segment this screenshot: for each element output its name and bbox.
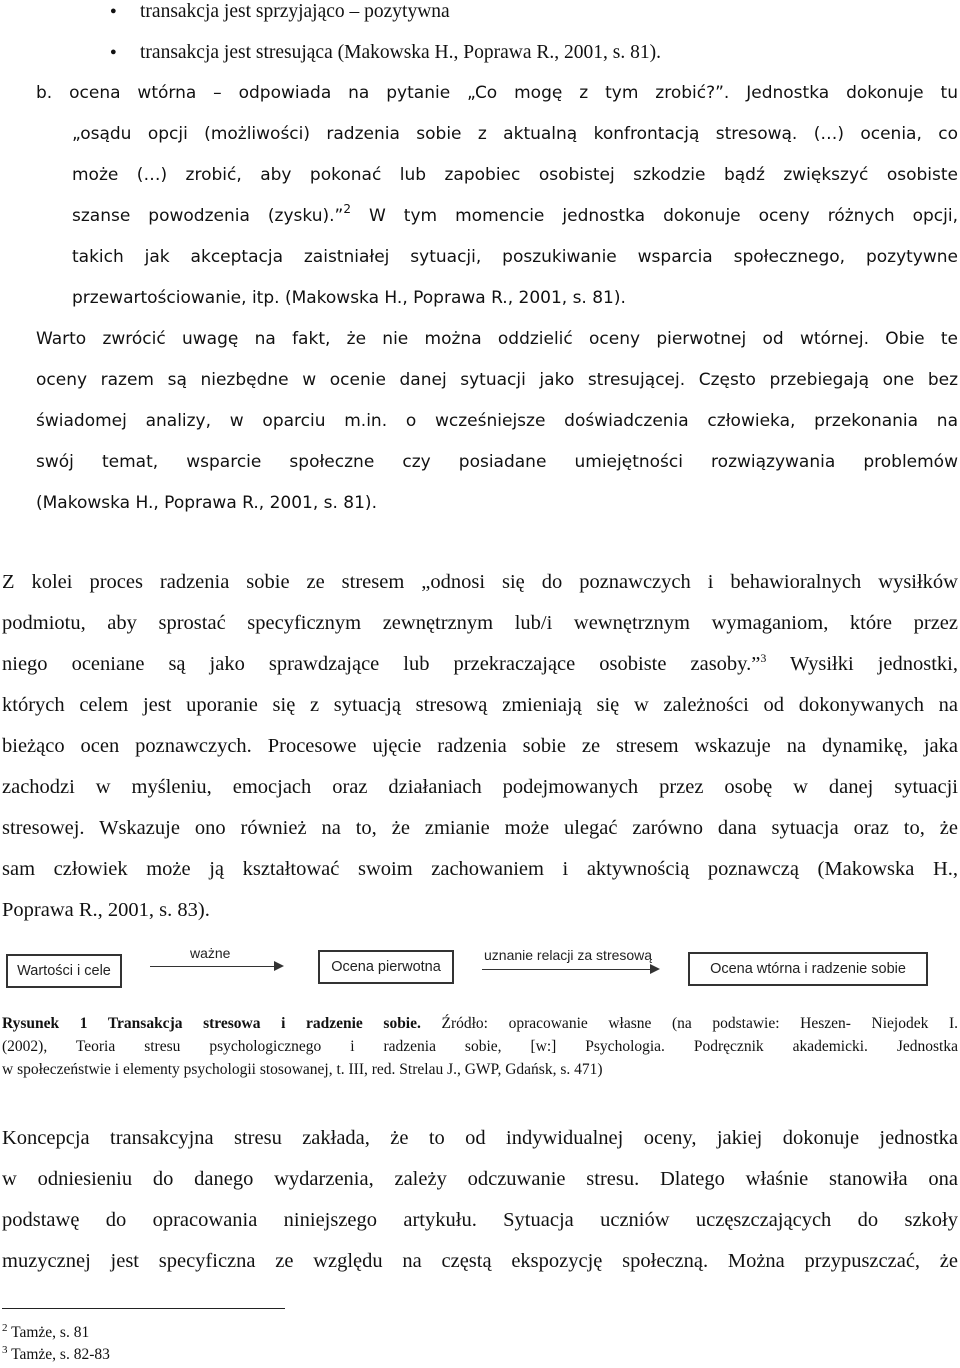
footnote-ref: 2 xyxy=(343,202,351,216)
bullet-item: ● transakcja jest sprzyjająco – pozytywna xyxy=(140,0,450,24)
section-b-line: przewartościowanie, itp. (Makowska H., Poprawa R., 2001, s. 81). xyxy=(72,288,626,308)
transaction-diagram xyxy=(0,938,960,998)
section-b-line xyxy=(72,204,958,228)
figure-caption xyxy=(2,1014,958,1034)
footnote-number: 3 xyxy=(2,1344,8,1356)
paragraph-line: świadomej analizy, w oparciu m.in. o wcześniejsze doświadczenia człowieka, przekonania na xyxy=(36,411,958,431)
diagram-arrow-label: ważne xyxy=(190,945,231,961)
paragraph-line: oceny razem są niezbędne w ocenie danej sytuacji jako stresującej. Często przebiegają one bez xyxy=(36,370,958,390)
paragraph-line: Warto zwrócić uwagę na fakt, że nie można oddzielić oceny pierwotnej od wtórnej. Obie te xyxy=(36,329,958,349)
diagram-box-primary: Ocena pierwotna xyxy=(318,950,454,984)
paragraph-line: (Makowska H., Poprawa R., 2001, s. 81). xyxy=(36,493,377,513)
paragraph-line: sam człowiek może ją kształtować swoim zachowaniem i aktywnością poznawczą (Makowska H., xyxy=(2,858,958,880)
paragraph-line: Z kolei proces radzenia sobie ze stresem „odnosi się do poznawczych i behawioralnych wysiłków xyxy=(2,571,958,593)
paragraph-text: niego oceniane są jako sprawdzające lub przekraczające osobiste zasoby.” xyxy=(2,653,761,675)
paragraph-line: swój temat, wsparcie społeczne czy posiadane umiejętności rozwiązywania problemów xyxy=(36,452,958,472)
section-b-line: takich jak akceptacja zaistniałej sytuacji, poszukiwanie wsparcia społecznego, pozytywne xyxy=(72,247,958,267)
paragraph-line: których celem jest uporanie się z sytuacją stresową zmieniają się w zależności od dokonywanych na xyxy=(2,694,958,716)
paragraph-line xyxy=(2,652,958,676)
footnote-text: Tamże, s. 81 xyxy=(7,1324,90,1341)
footnote-text: Tamże, s. 82-83 xyxy=(7,1346,110,1363)
section-b-line: „osądu opcji (możliwości) radzenia sobie z aktualną konfrontacją stresową. (…) ocenia, co xyxy=(72,124,958,144)
paragraph-line: stresowej. Wskazuje ono również na to, że zmianie może ulegać zarówno dana sytuacja oraz to, że xyxy=(2,817,958,839)
footnote xyxy=(2,1345,110,1365)
footnote-divider xyxy=(2,1308,285,1309)
paragraph-line: bieżąco ocen poznawczych. Procesowe ujęcie radzenia sobie ze stresem wskazuje na dynamikę, jaka xyxy=(2,735,958,757)
footnote-ref: 3 xyxy=(760,651,767,665)
caption-title: Rysunek 1 Transakcja stresowa i radzenie sobie. xyxy=(2,1015,421,1032)
paragraph-line: Koncepcja transakcyjna stresu zakłada, że to od indywidualnej oceny, jakiej dokonuje jednostka xyxy=(2,1127,958,1149)
diagram-box-secondary: Ocena wtórna i radzenie sobie xyxy=(688,952,928,986)
section-b-text: W tym momencie jednostka dokonuje oceny różnych opcji, xyxy=(350,206,959,226)
paragraph-line: podstawę do opracowania niniejszego artykułu. Sytuacja uczniów uczęszczających do szkoły xyxy=(2,1209,958,1231)
section-b-line: b. ocena wtórna – odpowiada na pytanie „Co mogę z tym zrobić?”. Jednostka dokonuje tu xyxy=(36,83,958,103)
diagram-arrow xyxy=(150,966,276,967)
figure-caption: w społeczeństwie i elementy psychologii stosowanej, t. III, red. Strelau J., GWP, Gdańsk, s. 471) xyxy=(2,1061,603,1078)
footnote xyxy=(2,1323,89,1343)
diagram-box-values: Wartości i cele xyxy=(6,954,122,988)
paragraph-line: muzycznej jest specyficzna ze względu na częstą ekspozycję społeczną. Można przypuszczać, że xyxy=(2,1250,958,1272)
paragraph-line: Poprawa R., 2001, s. 83). xyxy=(2,899,210,921)
diagram-arrow-label: uznanie relacji za stresową xyxy=(484,947,653,963)
paragraph-line: w odniesieniu do danego wydarzenia, zależy odczuwanie stresu. Dlatego właśnie stanowiła ona xyxy=(2,1168,958,1190)
paragraph-text: Wysiłki jednostki, xyxy=(766,653,958,675)
section-b-line: może (…) zrobić, aby pokonać lub zapobiec osobistej szkodzie bądź zwiększyć osobiste xyxy=(72,165,958,185)
arrow-head-icon xyxy=(650,964,660,974)
paragraph-line: zachodzi w myśleniu, emocjach oraz działaniach podejmowanych przez osobę w danej sytuacji xyxy=(2,776,958,798)
caption-text: Źródło: opracowanie własne (na podstawie: Heszen- Niejodek I. xyxy=(420,1015,958,1032)
diagram-arrow xyxy=(482,969,652,970)
paragraph-line: podmiotu, aby sprostać specyficznym zewnętrznym lub/i wewnętrznym wymaganiom, które przez xyxy=(2,612,958,634)
arrow-head-icon xyxy=(274,961,284,971)
figure-caption: (2002), Teoria stresu psychologicznego i radzenia sobie, [w:] Psychologia. Podręcznik akademicki. Jednostka xyxy=(2,1038,958,1055)
bullet-item: ● transakcja jest stresująca (Makowska H., Poprawa R., 2001, s. 81). xyxy=(140,41,661,65)
section-b-text: szanse powodzenia (zysku).” xyxy=(72,206,344,226)
footnote-number: 2 xyxy=(2,1322,8,1334)
